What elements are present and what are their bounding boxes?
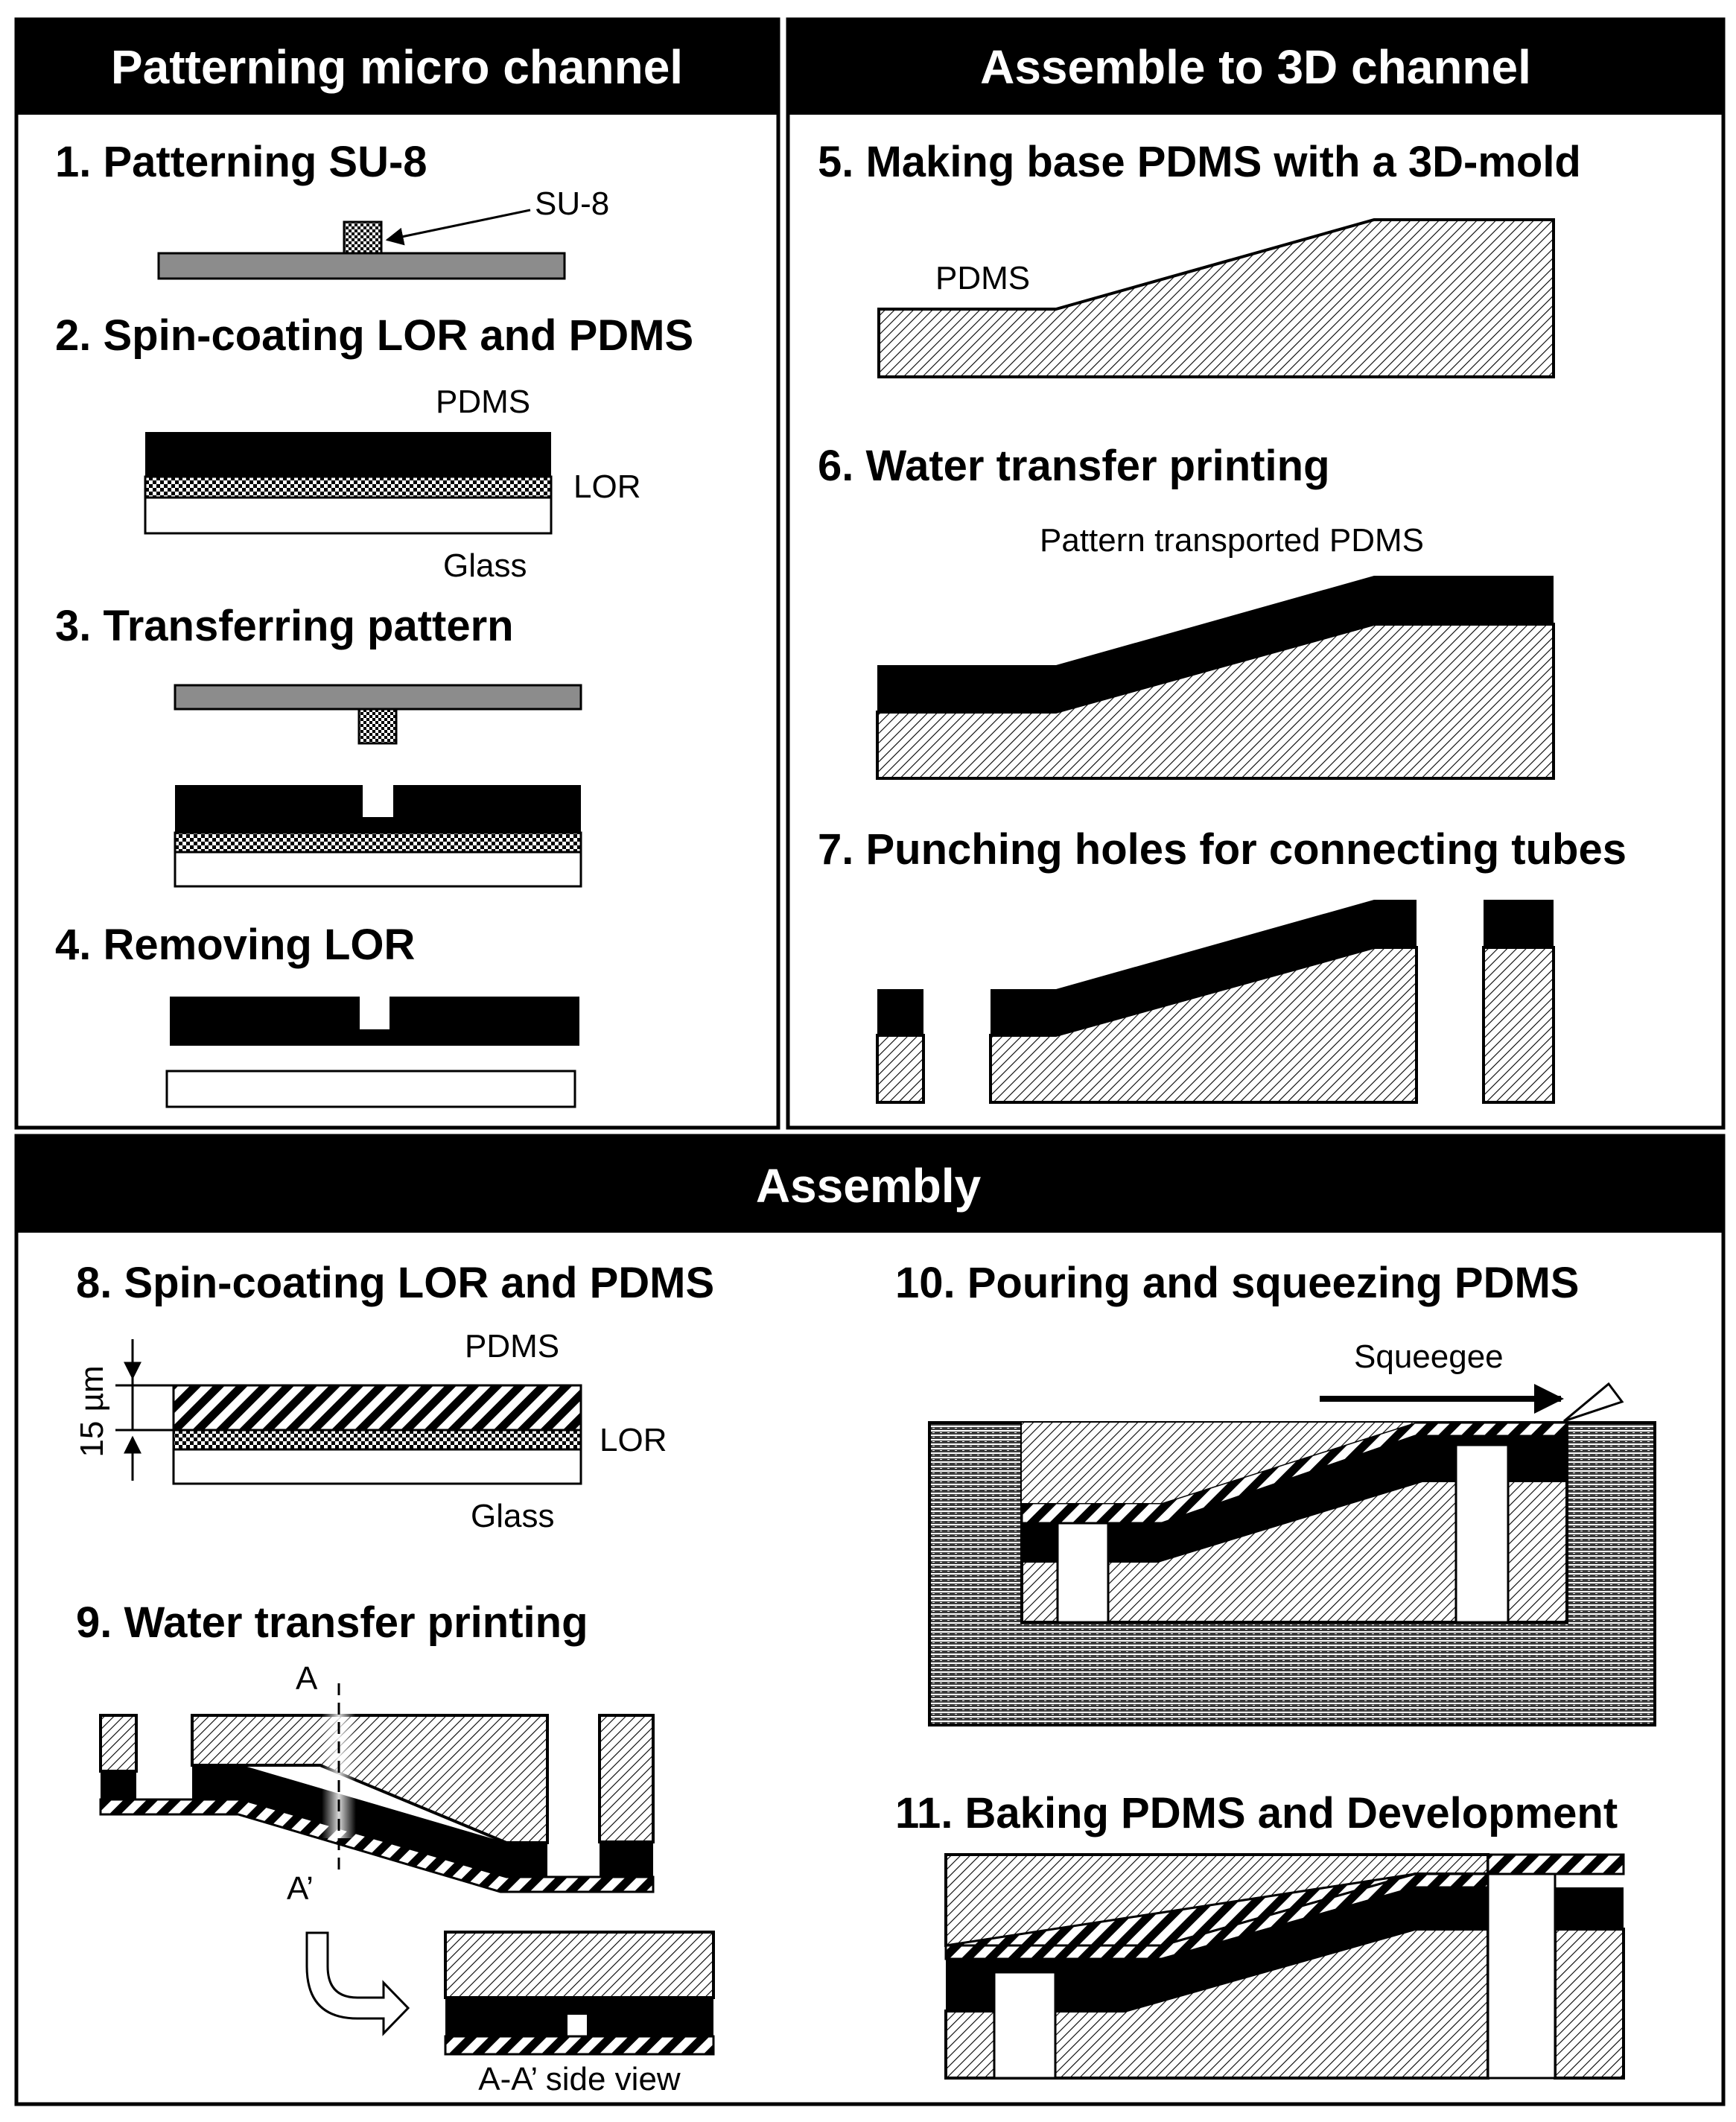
step-11-figure [946,1855,1624,2078]
label-side-view: A-A’ side view [478,2061,681,2097]
label-pdms: PDMS [465,1328,560,1365]
su8-block [359,709,396,743]
side-view-striped [445,2036,713,2054]
label-section-a: A [296,1660,318,1697]
step-6-title: 6. Water transfer printing [818,442,1330,490]
step-8-figure [74,1328,667,1534]
step-3-title: 3. Transferring pattern [55,602,514,650]
step-9-figure [101,1660,713,2097]
pdms-layer-imprinted [175,785,581,833]
step-1-title: 1. Patterning SU-8 [55,138,427,186]
label-pdms: PDMS [436,384,531,420]
panel-patterning-title: Patterning micro channel [110,40,684,94]
lor-layer [145,477,551,498]
left-piece-black [877,989,923,1035]
glass-layer [175,852,581,886]
right-piece-black [1484,900,1554,947]
label-thickness: 15 µm [74,1365,110,1458]
step-3-figure [175,685,581,886]
tube-hole-left [994,1972,1055,2078]
wafer [159,253,565,279]
step-9-title: 9. Water transfer printing [76,1598,588,1647]
label-glass: Glass [443,547,527,584]
step-10-figure [929,1338,1655,1725]
step-7-figure [877,900,1554,1102]
panel-assemble3d-title: Assemble to 3D channel [980,40,1531,94]
step-10-title: 10. Pouring and squeezing PDMS [895,1259,1580,1307]
pdms-layer-striped [174,1385,581,1430]
glass-layer [145,498,551,533]
pattern-layer-left [101,1771,136,1799]
label-pdms: PDMS [935,260,1031,296]
base-pdms [879,220,1554,377]
right-piece-hatch [1484,947,1554,1102]
tube-hole-right [1456,1445,1508,1622]
su8-block [344,222,381,253]
lor-layer [175,833,581,852]
label-squeegee: Squeegee [1354,1338,1504,1375]
label-su8: SU-8 [535,185,610,222]
step-4-figure [167,997,579,1107]
squeegee-blade [1564,1384,1622,1421]
tube-hole-left [1058,1523,1108,1622]
side-view-channel [567,2015,587,2036]
label-glass: Glass [471,1498,555,1534]
panel-assembly-title: Assembly [755,1159,982,1213]
pattern-layer-right [600,1843,653,1877]
label-lor: LOR [600,1422,667,1458]
step-2-figure [145,384,640,584]
step-6-figure [877,522,1554,778]
right-black [1555,1887,1624,1929]
label-section-a-prime: A’ [287,1870,314,1907]
side-view-top [445,1932,713,1998]
wafer [175,685,581,709]
step-4-title: 4. Removing LOR [55,921,416,969]
step-2-title: 2. Spin-coating LOR and PDMS [55,311,694,360]
label-lor: LOR [573,468,641,505]
su8-pointer-arrow [387,210,530,240]
right-base-hatch [1555,1929,1624,2078]
curved-arrow [307,1933,408,2033]
glass-layer [167,1071,575,1107]
right-pillar [600,1715,653,1842]
label-pattern-transported: Pattern transported PDMS [1040,522,1425,559]
left-piece-hatch [877,1035,923,1102]
pdms-layer [145,432,551,477]
step-7-title: 7. Punching holes for connecting tubes [818,825,1627,874]
step-1-figure [159,185,609,279]
step-5-figure [879,220,1554,377]
tube-hole-right [1488,1874,1555,2078]
step-8-title: 8. Spin-coating LOR and PDMS [76,1259,715,1307]
step-11-title: 11. Baking PDMS and Development [895,1789,1618,1837]
step-5-title: 5. Making base PDMS with a 3D-mold [818,138,1581,186]
left-pillar [101,1715,136,1771]
glass-layer [174,1449,581,1484]
pdms-layer-patterned [170,997,579,1046]
lor-layer [174,1430,581,1449]
